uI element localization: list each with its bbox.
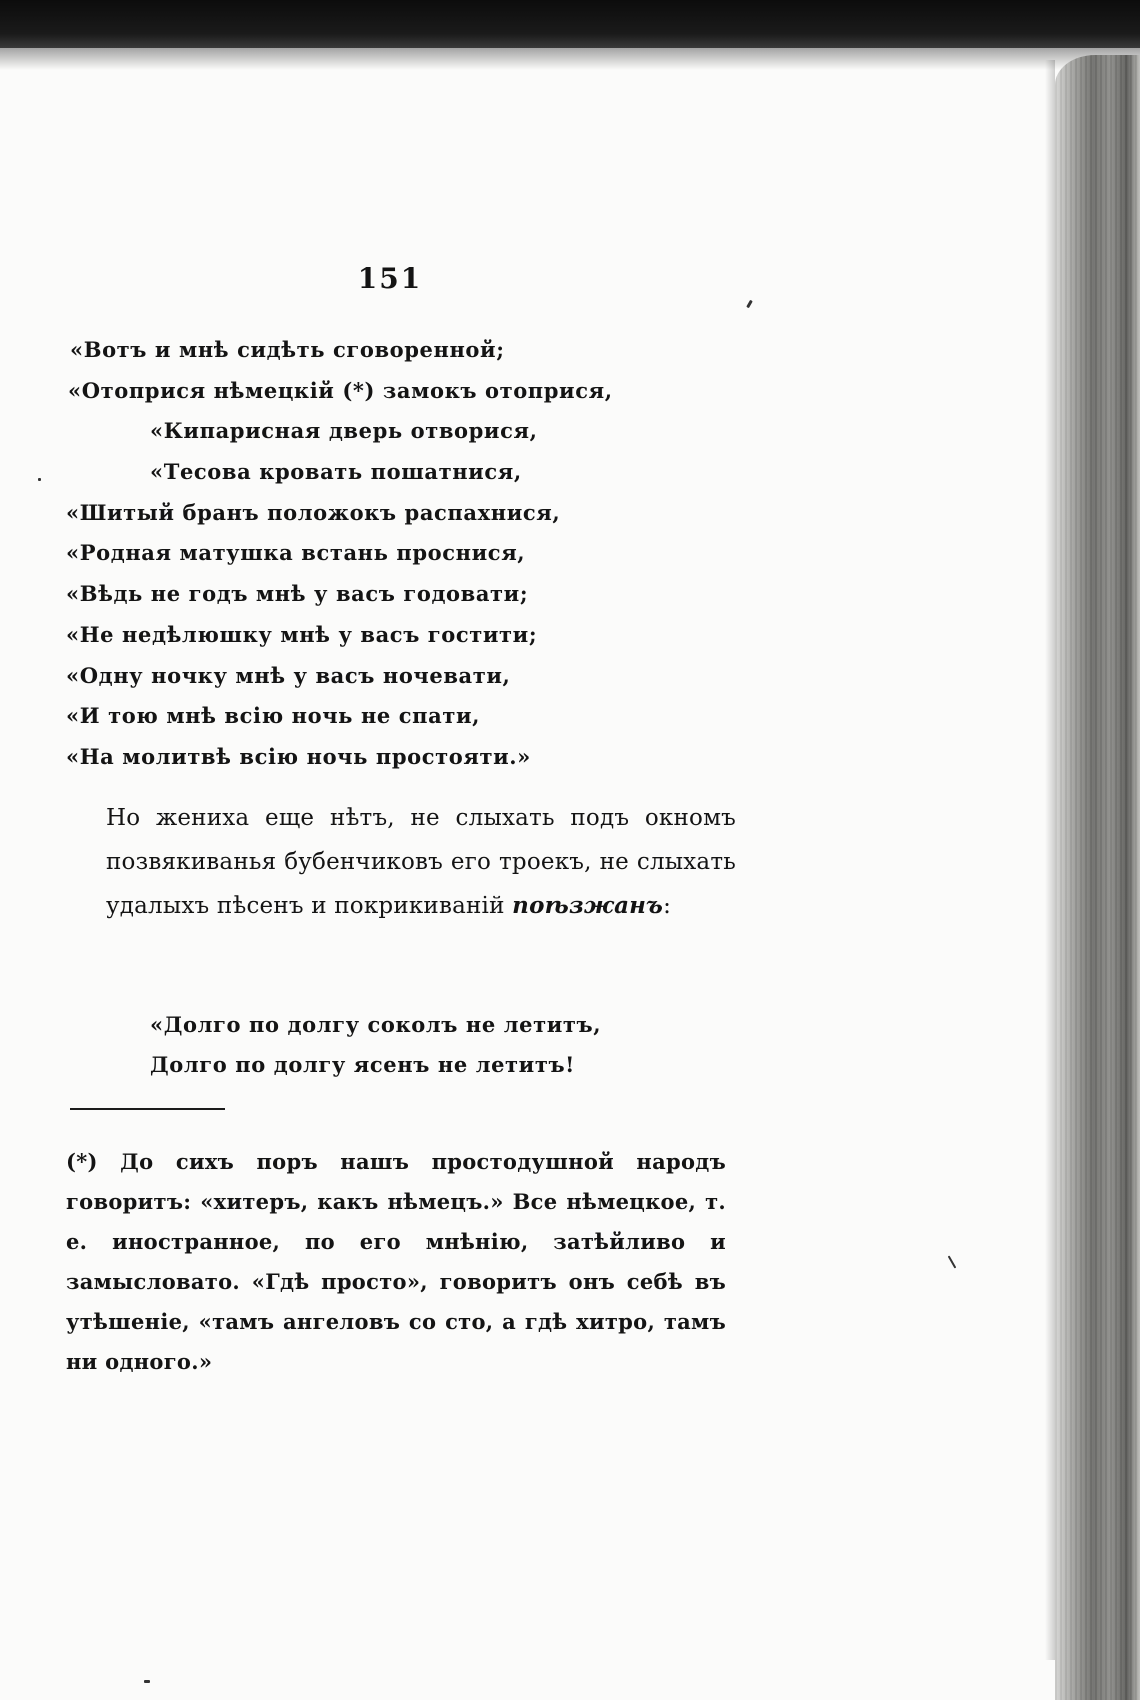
scan-top-shadow-band xyxy=(0,0,1140,48)
couplet-line: «Долго по долгу соколъ не летитъ, xyxy=(150,1012,602,1037)
couplet-line: Долго по долгу ясенъ не летитъ! xyxy=(150,1052,575,1077)
page-edge-stack xyxy=(1055,55,1140,1700)
ink-speck xyxy=(746,300,753,308)
page-gutter-shadow xyxy=(1045,60,1055,1660)
verse-line: «И тою мнѣ всiю ночь не спати, xyxy=(66,703,481,729)
footnote: (*) До сихъ поръ нашъ простодушной народъ говоритъ: «хитеръ, какъ нѣмецъ.» Все нѣмецкое, т. е. иностранное, по его мнѣнiю, затѣйливо и замысловато. «Гдѣ просто», говоритъ онъ себѣ въ утѣшенiе, «тамъ ангеловъ со сто, а гдѣ хитро, тамъ ни одного.» xyxy=(66,1149,726,1374)
prose-paragraph xyxy=(106,796,736,928)
ink-speck xyxy=(144,1680,150,1683)
prose-end: : xyxy=(663,893,672,919)
prose-text: Но жениха еще нѣтъ, не слыхать подъ окномъ позвякиванья бубенчиковъ его троекъ, не слыхать удалыхъ пѣсенъ и покрикиванiй xyxy=(106,805,736,919)
ink-speck xyxy=(38,478,41,481)
page-number: 151 xyxy=(357,262,423,295)
verse-line: «Не недѣлюшку мнѣ у васъ гостити; xyxy=(66,621,538,647)
song-couplet xyxy=(0,1005,760,1085)
footnote-separator-rule xyxy=(70,1108,225,1110)
verse-line: «Вѣдь не годъ мнѣ у васъ годовати; xyxy=(66,581,529,607)
verse-line: «Одну ночку мнѣ у васъ ночевати, xyxy=(66,662,511,688)
ink-speck xyxy=(948,1255,957,1268)
verse-line: «На молитвѣ всiю ночь простояти.» xyxy=(66,743,531,769)
prose-italic-word: поѣзжанъ xyxy=(512,892,664,919)
verse-line: «Родная матушка встань проснися, xyxy=(66,540,526,566)
verse-line: «Тесова кровать пошатнися, xyxy=(150,459,522,485)
verse-line: «Вотъ и мнѣ сидѣть сговоренной; xyxy=(70,337,505,362)
verse-line: «Отоприся нѣмецкій (*) замокъ отоприся, xyxy=(68,377,613,403)
verse-line: «Кипарисная дверь отворися, xyxy=(150,418,538,444)
scan-top-gradient xyxy=(0,48,1140,70)
verse-line: «Шитый бранъ положокъ распахнися, xyxy=(66,499,561,525)
song-verse xyxy=(0,330,760,778)
